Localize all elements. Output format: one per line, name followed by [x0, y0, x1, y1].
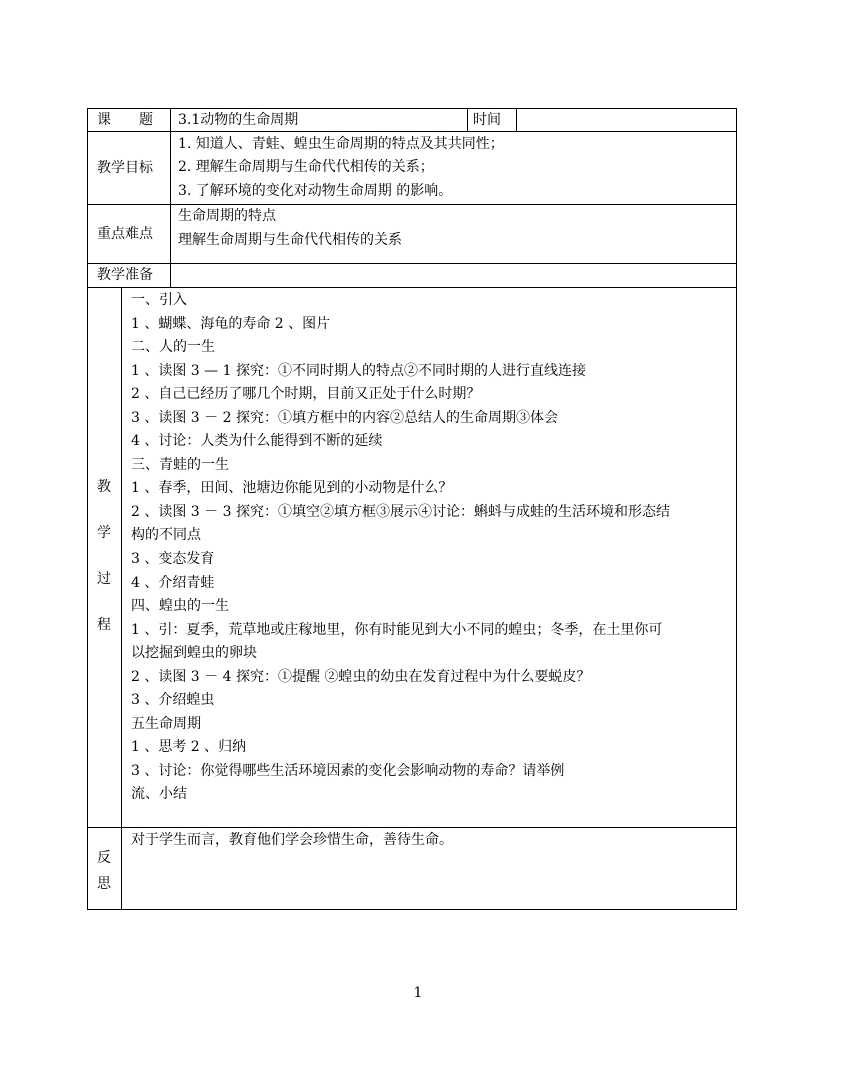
process-line: 1 、春季，田间、池塘边你能见到的小动物是什么？: [131, 480, 453, 496]
process-line: 构的不同点: [131, 527, 201, 543]
process-line: 3 、变态发育: [131, 551, 215, 567]
process-label-char: 学: [97, 525, 111, 541]
process-label-char: 教: [97, 479, 111, 495]
key-point-item: 生命周期的特点: [178, 208, 276, 224]
process-label-char: 程: [97, 617, 111, 633]
reflection-text: 对于学生而言，教育他们学会珍惜生命，善待生命。: [131, 832, 453, 848]
process-line: 二、人的一生: [131, 339, 215, 355]
process-line: 4 、讨论：人类为什么能得到不断的延续: [131, 433, 383, 449]
process-line: 1 、蝴蝶、海龟的寿命 2 、图片: [131, 316, 331, 332]
process-label-char: 过: [97, 571, 111, 587]
process-line: 五生命周期: [131, 716, 201, 732]
process-line: 4 、介绍青蛙: [131, 575, 215, 591]
topic-label: 课 题: [97, 112, 153, 128]
process-line: 三、青蛙的一生: [131, 457, 229, 473]
reflection-label: [94, 845, 114, 897]
process-line: 2 、读图 3 － 4 探究：①提醒 ②蝗虫的幼虫在发育过程中为什么要蜕皮？: [131, 669, 591, 685]
key-point-item: 理解生命周期与生命代代相传的关系: [178, 232, 402, 248]
process-line: 流、小结: [131, 786, 187, 802]
process-line: 3 、讨论：你觉得哪些生活环境因素的变化会影响动物的寿命？请举例: [131, 763, 565, 779]
objective-item: 3. 了解环境的变化对动物生命周期 的影响。: [178, 183, 453, 199]
process-line: 3 、介绍蝗虫: [131, 692, 215, 708]
reflection-label-char: 思: [97, 876, 111, 892]
process-line: 一、引入: [131, 292, 187, 308]
process-line: 四、蝗虫的一生: [131, 598, 229, 614]
process-line: 1 、读图 3 — 1 探究：①不同时期人的特点②不同时期的人进行直线连接: [131, 363, 586, 379]
process-line: 1 、引：夏季，荒草地或庄稼地里，你有时能见到大小不同的蝗虫；冬季，在土里你可: [131, 622, 663, 638]
process-label: [94, 464, 114, 648]
objective-item: 1. 知道人、青蛙、蝗虫生命周期的特点及其共同性；: [178, 136, 504, 152]
preparation-label: 教学准备: [97, 267, 153, 283]
time-label: 时间: [473, 112, 501, 128]
key-points-label: 重点难点: [97, 226, 153, 242]
process-line: 2 、自己已经历了哪几个时期，目前又正处于什么时期？: [131, 386, 481, 402]
reflection-label-char: 反: [97, 850, 111, 866]
page-number: 1: [413, 985, 423, 1001]
topic-value: 3.1动物的生命周期: [178, 112, 299, 128]
process-line: 2 、读图 3 － 3 探究：①填空②填方框③展示④讨论：蝌蚪与成蛙的生活环境和形态结: [131, 504, 670, 520]
process-line: 3 、读图 3 － 2 探究：①填方框中的内容②总结人的生命周期③体会: [131, 410, 558, 426]
process-line: 1 、思考 2 、归纳: [131, 739, 247, 755]
objectives-label: 教学目标: [97, 160, 153, 176]
process-line: 以挖掘到蝗虫的卵块: [131, 645, 257, 661]
objective-item: 2. 理解生命周期与生命代代相传的关系；: [178, 159, 434, 175]
